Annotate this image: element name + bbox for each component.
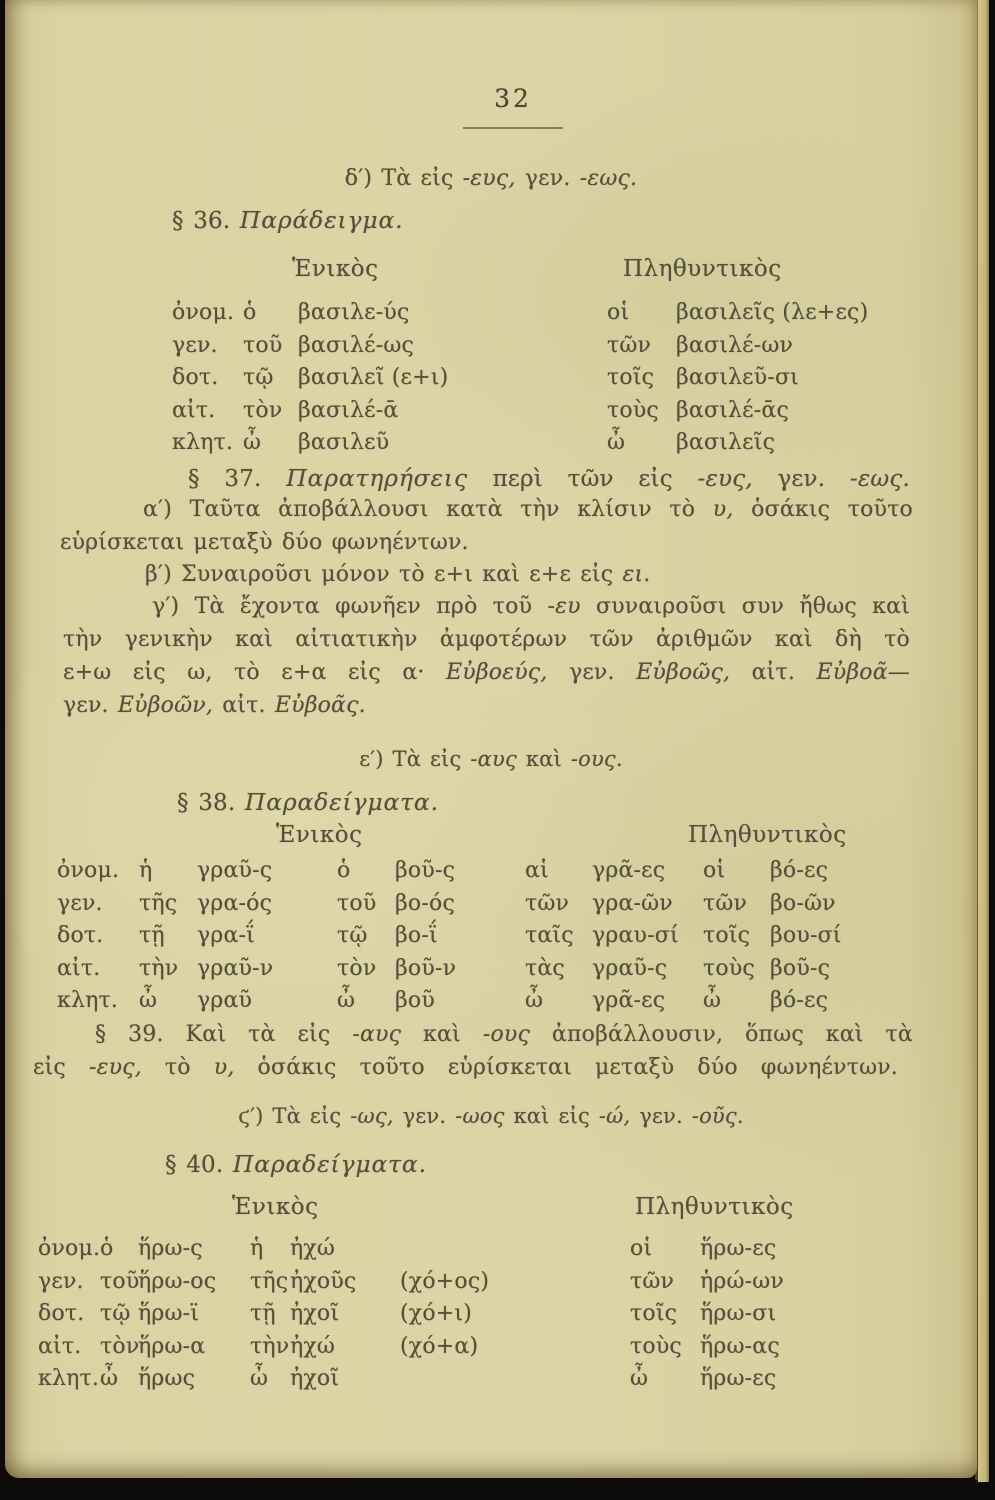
heading-text: γεν. [393,1104,456,1128]
section-number: § 38. [177,790,236,816]
italic-text: Εὐβοᾶ— [816,660,910,685]
noun-form: ἥρω-ος [138,1268,217,1294]
table-row [172,300,942,333]
italic-text: -ευς, [88,1055,142,1080]
italic-text: Εὐβοᾶς. [274,693,366,718]
body-text: ὁσάκις τοῦτο εὑρίσκεται μεταξὺ δύο φωνηέντων. [234,1055,899,1080]
italic-text: υ, [213,1055,235,1080]
article: οἱ [607,300,630,325]
heading-text: δ′) Τὰ εἰς [344,166,463,191]
section-heading-d [5,166,977,191]
noun-form: βοῦ [395,988,435,1013]
plural-header: Πληθυντικὸς [623,256,782,282]
paragraph-line: εὑρίσκεται μεταξὺ δύο φωνηέντων. [60,530,469,555]
body-text: ε+ω εἰς ω, τὸ ε+α εἰς α· [63,660,447,685]
noun-form: ἥρω-ϊ [138,1301,200,1326]
noun-form: ἥρω-ες [700,1366,777,1391]
singular-header: Ἑνικὸς [276,822,363,848]
section-40-title [165,1150,427,1178]
table-row [57,923,927,956]
noun-form: βασιλεῖς (λε+ες) [676,300,869,325]
article: ὦ [607,430,626,455]
article: τῆς [139,890,178,916]
noun-form: ἠχοῖ [290,1301,340,1326]
article: ὦ [250,1366,269,1391]
article: τοῖς [703,923,751,948]
suffix-italic: -ώ, [598,1104,631,1128]
italic-text: Εὐβοῶς, [636,660,731,685]
article: τοὺς [607,397,659,423]
table-row [57,988,927,1021]
suffix-italic: -αυς [470,747,517,771]
noun-form: βασιλεῦ [298,430,390,455]
body-text: τὸ [141,1055,214,1080]
body-text: α′) Ταῦτα ἀποβάλλουσι κατὰ τὴν κλίσιν τὸ [143,497,713,522]
noun-form: βασιλέ-ᾱς [676,397,789,423]
table-row [172,365,942,398]
article: τὴν [250,1333,290,1359]
article: τῷ [100,1301,131,1326]
article: τῶν [525,890,570,916]
article: ὁ [337,858,351,883]
article: τὰς [525,955,565,981]
case-label: κλητ. [57,988,119,1013]
suffix-italic: -εως. [579,166,638,191]
noun-form: βοῦ-ς [770,955,831,981]
case-label: αἰτ. [57,955,101,981]
noun-form: βου-σί [770,923,842,948]
article: τῇ [250,1301,276,1326]
article: οἱ [703,858,726,883]
article: ἡ [139,858,153,883]
section-heading-st [5,1104,977,1128]
noun-form: γραῦ [197,988,253,1013]
article: ὦ [337,988,356,1013]
noun-form: γραυ-σί [592,923,679,948]
section-title-word: Παραδείγματα. [244,788,439,816]
suffix-italic: -ευς, [697,466,753,492]
article: ὁ [100,1236,114,1261]
body-text: καὶ [401,1022,483,1047]
noun-form: βο-ῶν [770,890,836,916]
article: οἱ [630,1236,653,1261]
article: αἱ [525,858,549,883]
article: τοὺς [703,955,755,981]
article: τῷ [243,365,274,390]
title-text: περὶ τῶν εἰς [467,466,698,492]
paragraph-line [63,693,366,718]
heading-text: ϛ′) Τὰ εἰς [238,1104,351,1128]
section-heading-e [5,747,977,771]
table-row [38,1269,963,1302]
heading-text: καὶ εἰς [504,1104,599,1128]
table-row [57,956,927,989]
article: τῶν [630,1268,675,1294]
case-label: κλητ. [38,1366,100,1391]
suffix-italic: -ους [570,747,616,771]
article: ὦ [100,1366,119,1391]
noun-form: βασιλεῦ-σι [676,365,800,390]
article: ὁ [243,300,257,325]
suffix-italic: -ως, [350,1104,394,1128]
case-label: δοτ. [57,923,104,948]
case-label: ὀνομ. [172,300,235,325]
singular-header: Ἑνικὸς [232,1194,319,1220]
noun-form: βοῦ-ν [395,955,457,981]
body-text: ἀποβάλλουσιν, ὅπως καὶ τὰ [530,1022,913,1047]
section-number: § 40. [165,1152,224,1178]
italic-text: Εὐβοεύς, [446,660,548,685]
contraction-note: (χό+ος) [400,1268,490,1294]
noun-form: βο-ΐ [395,923,438,948]
title-text: γεν. [752,466,850,492]
noun-form: βασιλέ-ως [298,332,415,358]
paper [5,0,977,1478]
article: τῷ [337,923,368,948]
plural-header: Πληθυντικὸς [635,1194,794,1220]
noun-form: βασιλεῖς [676,430,776,455]
declension-table-36 [172,300,942,463]
suffix-italic: -ωος [455,1104,505,1128]
table-row [172,430,942,463]
article: τὸν [243,397,283,423]
article: ὦ [703,988,722,1013]
italic-text: Εὐβοῶν, [117,693,214,718]
noun-form: γραῦ-ν [197,955,274,981]
body-text: γεν. [547,660,637,685]
article: ὦ [243,430,262,455]
noun-form: γρα-ῶν [592,890,673,916]
article: ταῖς [525,923,574,948]
paragraph-line [33,1055,898,1080]
heading-text: . [736,1104,744,1128]
noun-form: ἠχοῖ [290,1366,340,1391]
heading-text: ε′) Τὰ εἰς [359,747,471,771]
table-row [38,1334,963,1367]
table-row [38,1301,963,1334]
italic-text: -ευ [547,594,581,619]
table-row [57,891,927,924]
article: τῇ [139,923,165,948]
noun-form: βοῦ-ς [395,858,456,883]
section-number: § 37. [188,466,262,492]
table-row [172,333,942,366]
case-label: δοτ. [38,1301,85,1326]
article: τῶν [703,890,748,916]
contraction-note: (χό+ι) [400,1301,473,1326]
noun-form: βο-ός [395,890,455,916]
noun-form: ἥρως [138,1366,196,1391]
case-label: γεν. [57,890,103,916]
article: τὴν [139,955,179,981]
body-text: γ′) Τὰ ἔχοντα φωνῆεν πρὸ τοῦ [152,594,548,619]
noun-form: γρα-ός [197,890,273,916]
case-label: ὀνομ. [38,1236,101,1261]
noun-form: ἥρω-ες [700,1236,777,1261]
paragraph-line [63,660,910,685]
section-36-title [172,206,403,234]
body-text: γεν. [63,693,118,718]
heading-text: γεν. [630,1104,692,1128]
case-label: αἰτ. [172,397,216,423]
body-text: εἰς [33,1055,89,1080]
noun-form: ἠχοῦς [290,1268,357,1294]
contraction-note: (χό+α) [400,1333,479,1359]
italic-text: ει [622,562,644,587]
article: ἡ [250,1236,264,1261]
noun-form: βασιλέ-ᾱ [298,397,399,423]
noun-form: βασιλε-ύς [298,300,410,325]
page-number: 32 [494,84,532,113]
article: τοὺς [630,1333,682,1359]
section-title-word: Παραδείγματα. [232,1150,427,1178]
case-label: δοτ. [172,365,219,390]
paragraph-line [143,497,913,522]
noun-form: ἡρώ-ων [700,1268,785,1294]
table-row [172,398,942,431]
italic-text: υ, [712,497,734,522]
body-text: αἰτ. [213,693,275,718]
body-text: . [643,562,651,587]
paragraph-line [152,594,910,619]
article: τῶν [607,332,652,358]
article: τὸν [337,955,377,981]
noun-form: γραῦ-ς [592,955,668,981]
noun-form: γραῦ-ς [197,858,273,883]
section-38-title [177,788,439,816]
case-label: γεν. [38,1268,84,1294]
noun-form: βασιλεῖ (ε+ι) [298,365,449,390]
table-row [57,858,927,891]
singular-header: Ἑνικὸς [292,256,379,282]
noun-form: βό-ες [770,988,829,1013]
case-label: ὀνομ. [57,858,120,883]
declension-table-38 [57,858,927,1021]
italic-text: -αυς [352,1022,402,1047]
suffix-italic: -οῦς [691,1104,737,1128]
noun-form: ἥρω-ς [138,1236,203,1261]
body-text: § 39. Καὶ τὰ εἰς [95,1022,353,1047]
article: τοῦ [243,332,283,358]
article: τοῦ [337,890,377,916]
body-text: ὁσάκις τοῦτο [733,497,914,522]
noun-form: ἥρω-ας [700,1333,780,1359]
case-label: κλητ. [172,430,234,455]
noun-form: ἠχώ [290,1236,336,1261]
article: τοῖς [607,365,655,390]
heading-text: καὶ [516,747,571,771]
paragraph-line [145,562,651,587]
noun-form: βό-ες [770,858,829,883]
paragraph-line [95,1022,913,1047]
noun-form: βασιλέ-ων [676,332,794,358]
section-title-word: Παράδειγμα. [239,206,404,234]
body-text: αἰτ. [730,660,817,685]
noun-form: γρᾶ-ες [592,858,666,883]
noun-form: γρα-ΐ [197,923,255,948]
page-number-rule [463,127,563,129]
case-label: αἰτ. [38,1333,82,1359]
noun-form: ἥρω-α [138,1333,206,1359]
case-label: γεν. [172,332,218,358]
article: τοῖς [630,1301,678,1326]
noun-form: γρᾶ-ες [592,988,666,1013]
noun-form: ἥρω-σι [700,1301,777,1326]
italic-text: -ους [482,1022,530,1047]
next-page-edge [978,0,989,1482]
table-row [38,1236,963,1269]
paragraph-line: τὴν γενικὴν καὶ αἰτιατικὴν ἀμφοτέρων τῶν ἀριθμῶν καὶ δὴ τὸ [63,627,910,652]
article: τὸν [100,1333,140,1359]
article: τοῦ [100,1268,140,1294]
declension-table-40 [38,1236,963,1399]
article: ὦ [630,1366,649,1391]
body-text: συναιροῦσι συν ἤθως καὶ [580,594,910,619]
heading-text: . [615,747,623,771]
table-row [38,1366,963,1399]
suffix-italic: -εως. [849,466,910,492]
heading-text: γεν. [515,166,580,191]
section-title-word: Παρατηρήσεις [286,464,468,492]
body-text: β′) Συναιροῦσι μόνον τὸ ε+ι καὶ ε+ε εἰς [145,562,623,587]
suffix-italic: -ευς, [462,166,516,191]
noun-form: ἠχώ [290,1333,336,1359]
section-37-title [188,464,910,492]
section-number: § 36. [172,208,231,234]
article: ὦ [525,988,544,1013]
article: ὦ [139,988,158,1013]
plural-header: Πληθυντικὸς [688,822,847,848]
article: τῆς [250,1268,289,1294]
